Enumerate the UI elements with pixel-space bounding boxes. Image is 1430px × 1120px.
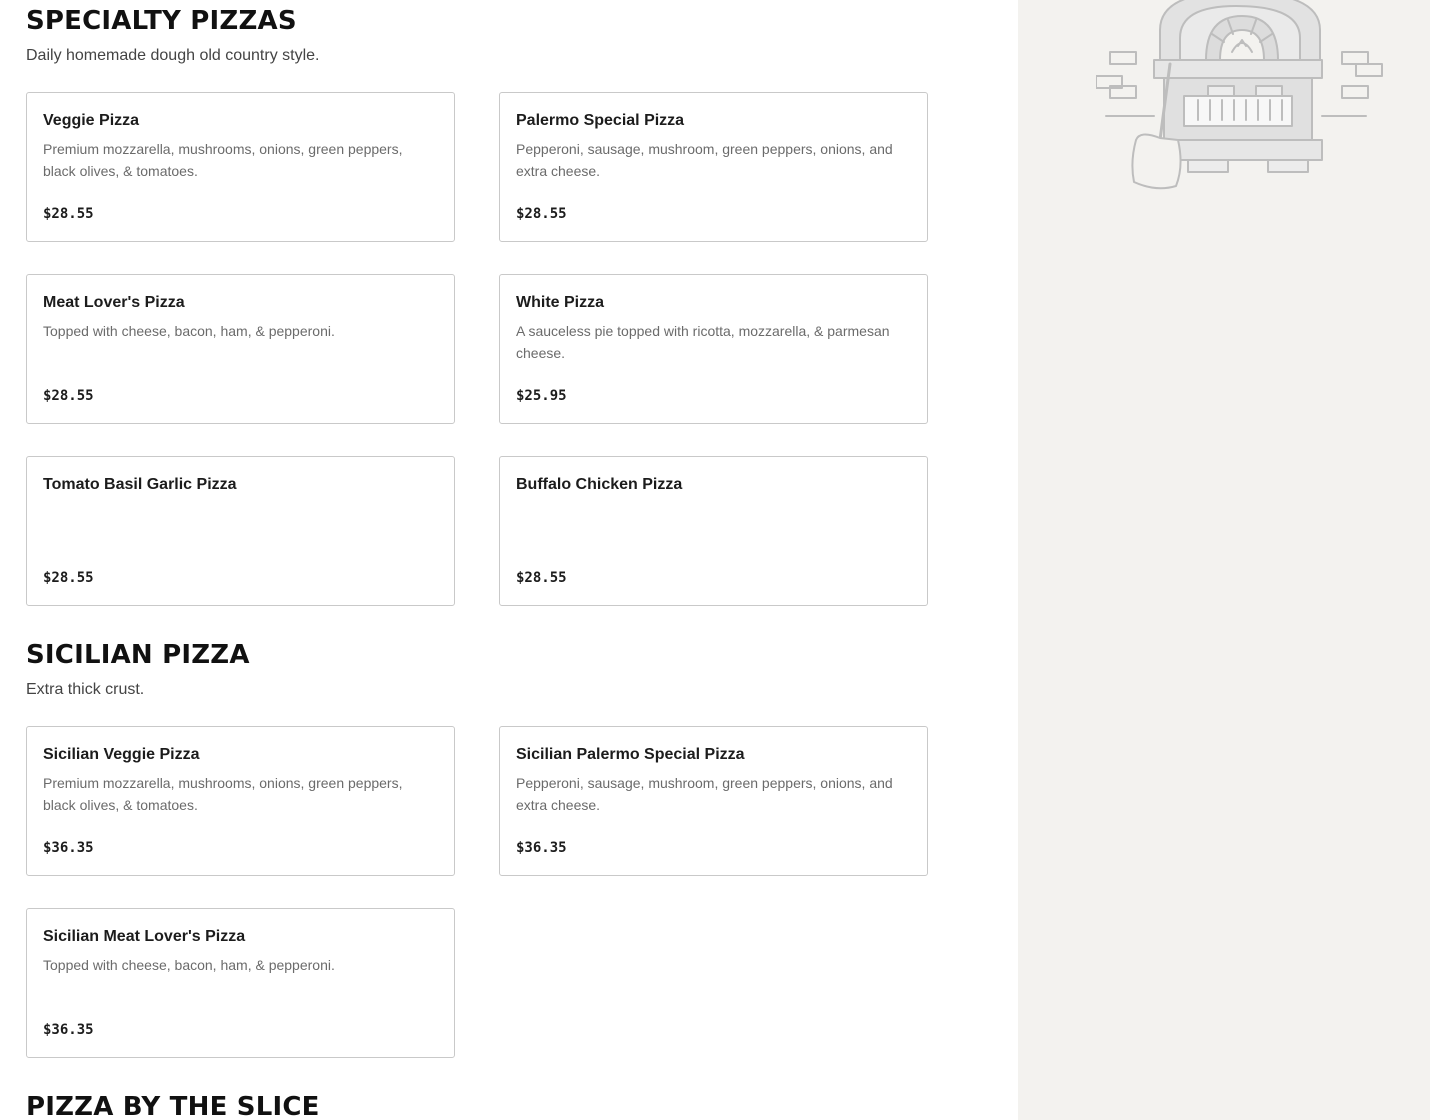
menu-item-name: Veggie Pizza xyxy=(43,112,140,129)
menu-item-description: A sauceless pie topped with ricotta, mozzarella, & parmesan cheese. xyxy=(516,323,890,361)
menu-item-description: Pepperoni, sausage, mushroom, green peppers, onions, and extra cheese. xyxy=(516,775,893,813)
menu-item-card[interactable] xyxy=(26,274,455,424)
menu-item-name: Palermo Special Pizza xyxy=(516,112,685,129)
menu-item-name: Meat Lover's Pizza xyxy=(43,294,185,311)
menu-item-card[interactable] xyxy=(499,274,928,424)
menu-item-price: $28.55 xyxy=(43,388,94,404)
menu-item-name: Sicilian Veggie Pizza xyxy=(43,746,200,763)
pizza-oven-icon xyxy=(1096,0,1396,200)
menu-item-price: $28.55 xyxy=(43,206,94,222)
menu-item-price: $36.35 xyxy=(516,840,567,856)
section-title-specialty: SPECIALTY PIZZAS xyxy=(26,6,297,36)
section-subtitle-sicilian: Extra thick crust. xyxy=(26,681,145,698)
menu-item-card[interactable] xyxy=(499,456,928,606)
section-title-slice: PIZZA BY THE SLICE xyxy=(26,1092,320,1120)
menu-item-card[interactable] xyxy=(26,908,455,1058)
menu-item-price: $36.35 xyxy=(43,840,94,856)
menu-item-description: Pepperoni, sausage, mushroom, green peppers, onions, and extra cheese. xyxy=(516,141,893,179)
menu-item-card[interactable] xyxy=(499,92,928,242)
menu-item-card[interactable] xyxy=(499,726,928,876)
menu-item-name: Sicilian Palermo Special Pizza xyxy=(516,746,745,763)
menu-item-card[interactable] xyxy=(26,726,455,876)
menu-item-description: Premium mozzarella, mushrooms, onions, green peppers, black olives, & tomatoes. xyxy=(43,141,403,179)
menu-item-price: $28.55 xyxy=(516,570,567,586)
sidebar-panel xyxy=(1018,0,1430,1120)
menu-item-card[interactable] xyxy=(26,92,455,242)
menu-item-name: Tomato Basil Garlic Pizza xyxy=(43,476,237,493)
menu-item-description: Premium mozzarella, mushrooms, onions, green peppers, black olives, & tomatoes. xyxy=(43,775,403,813)
menu-item-card[interactable] xyxy=(26,456,455,606)
menu-item-name: White Pizza xyxy=(516,294,605,311)
menu-item-description: Topped with cheese, bacon, ham, & pepperoni. xyxy=(43,323,335,339)
menu-item-price: $28.55 xyxy=(43,570,94,586)
menu-item-price: $25.95 xyxy=(516,388,567,404)
menu-item-price: $28.55 xyxy=(516,206,567,222)
menu-item-name: Buffalo Chicken Pizza xyxy=(516,476,683,493)
menu-item-name: Sicilian Meat Lover's Pizza xyxy=(43,928,246,945)
menu-item-description: Topped with cheese, bacon, ham, & pepperoni. xyxy=(43,957,335,973)
menu-item-price: $36.35 xyxy=(43,1022,94,1038)
section-subtitle-specialty: Daily homemade dough old country style. xyxy=(26,47,320,64)
section-title-sicilian: SICILIAN PIZZA xyxy=(26,640,250,670)
